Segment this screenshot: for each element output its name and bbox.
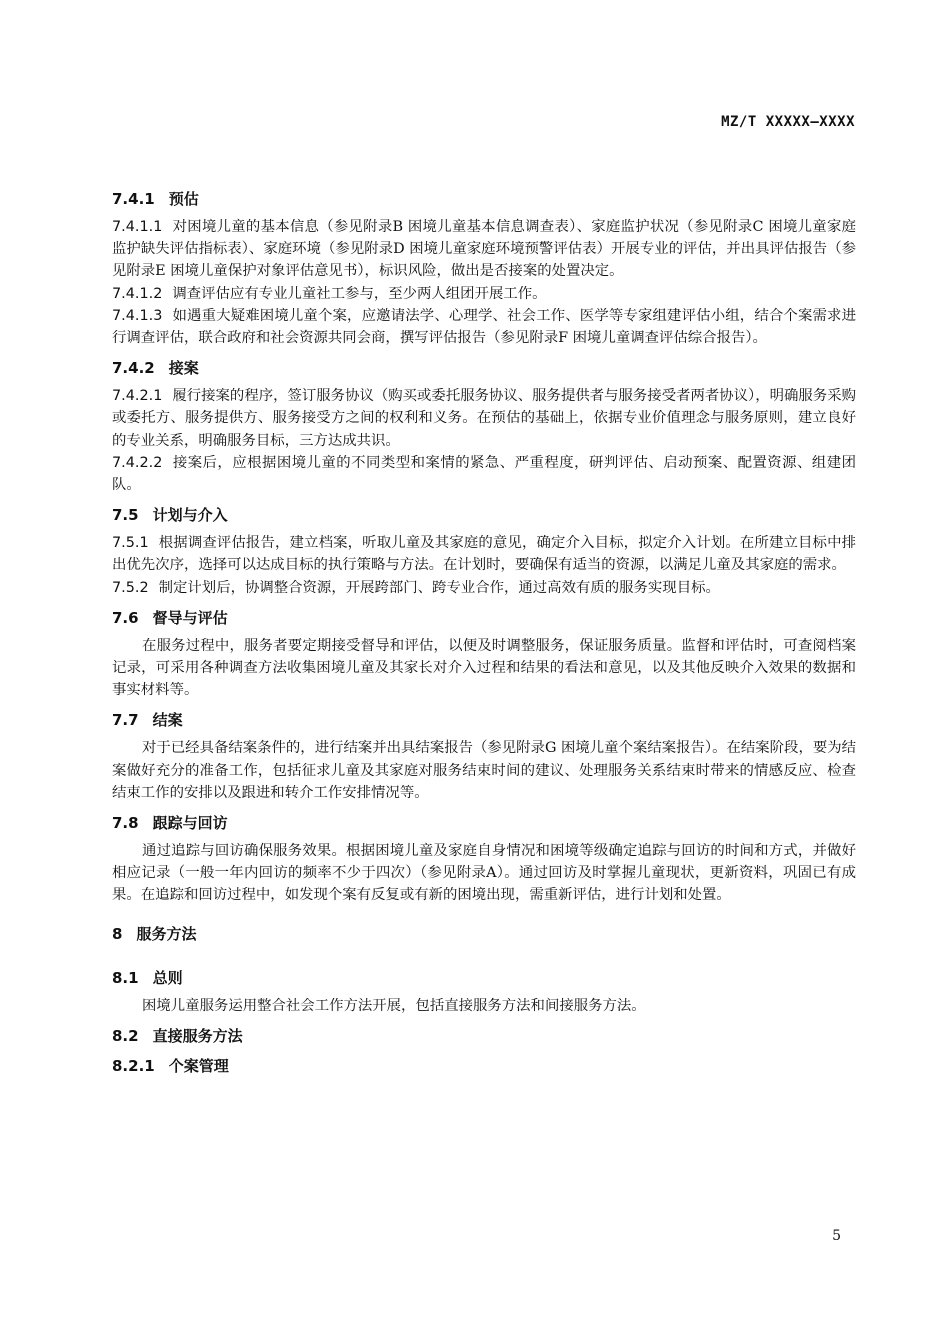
document-number: MZ/T XXXXX—XXXX: [721, 114, 855, 130]
heading-8: [112, 923, 856, 945]
clause-number: 7.4.2.1: [112, 388, 163, 405]
heading-7-7: [112, 709, 856, 731]
heading-7-6: [112, 607, 856, 629]
heading-number: 7.4.2: [112, 359, 155, 378]
page-number: 5: [832, 1228, 841, 1244]
clause-7-5-1: [112, 532, 856, 576]
heading-title: 服务方法: [136, 924, 197, 943]
heading-number: 8.2.1: [112, 1056, 155, 1075]
clause-text: 接案后，应根据困境儿童的不同类型和案情的紧急、严重程度，研判评估、启动预案、配置资源、组建团队。: [112, 454, 856, 494]
clause-text: 履行接案的程序，签订服务协议（购买或委托服务协议、服务提供者与服务接受者两者协议），明确服务采购或委托方、服务提供方、服务接受方之间的权利和义务。在预估的基础上，依据专业价值理念与服务原则，建立良好的专业关系，明确服务目标，三方达成共识。: [112, 388, 856, 449]
heading-7-5: [112, 504, 856, 526]
clause-7-4-1-3: [112, 305, 856, 349]
heading-number: 7.6: [112, 608, 139, 627]
clause-number: 7.4.2.2: [112, 454, 163, 471]
heading-7-8: [112, 812, 856, 834]
clause-number: 7.5.1: [112, 535, 149, 552]
heading-number: 7.5: [112, 506, 139, 525]
clause-number: 7.4.1.1: [112, 219, 163, 235]
heading-title: 总则: [152, 968, 183, 987]
clause-7-5-2: [112, 577, 856, 599]
heading-title: 计划与介入: [152, 506, 228, 525]
paragraph-7-7: 对于已经具备结案条件的，进行结案并出具结案报告（参见附录G 困境儿童个案结案报告）。在结案阶段，要为结案做好充分的准备工作，包括征求儿童及其家庭对服务结束时间的建议、处理服务关系结束时带来的情感反应、检查结束工作的安排以及跟进和转介工作安排情况等。: [112, 740, 857, 801]
heading-7-4-2: [112, 357, 856, 379]
clause-text: 制定计划后，协调整合资源，开展跨部门、跨专业合作，通过高效有质的服务实现目标。: [158, 579, 720, 596]
clause-text: 对困境儿童的基本信息（参见附录B 困境儿童基本信息调查表）、家庭监护状况（参见附录C 困境儿童家庭监护缺失评估指标表）、家庭环境（参见附录D 困境儿童家庭环境预警评估表）开展专业的评估，并出具评估报告（参见附录E 困境儿童保护对象评估意见书），标识风险，做出是否接案的处置决定。: [112, 219, 856, 280]
heading-title: 直接服务方法: [152, 1026, 243, 1045]
heading-number: 7.8: [112, 814, 139, 833]
clause-7-4-2-1: [112, 385, 856, 452]
heading-title: 跟踪与回访: [152, 814, 228, 833]
heading-number: 8.2: [112, 1026, 139, 1045]
heading-title: 督导与评估: [152, 608, 228, 627]
clause-text: 根据调查评估报告，建立档案，听取儿童及其家庭的意见，确定介入目标，拟定介入计划。在所建立目标中排出优先次序，选择可以达成目标的执行策略与方法。在计划时，要确保有适当的资源，以满足儿童及其家庭的需求。: [112, 535, 856, 574]
paragraph-7-6: 在服务过程中，服务者要定期接受督导和评估，以便及时调整服务，保证服务质量。监督和评估时，可查阅档案记录，可采用各种调查方法收集困境儿童及其家长对介入过程和结果的看法和意见，以及其他反映介入效果的数据和事实材料等。: [112, 637, 856, 699]
heading-8-1: [112, 967, 856, 989]
clause-number: 7.5.2: [112, 579, 149, 596]
heading-8-2-1: [112, 1055, 856, 1077]
paragraph-8-1: 困境儿童服务运用整合社会工作方法开展，包括直接服务方法和间接服务方法。: [142, 997, 646, 1014]
paragraph-7-8: 通过追踪与回访确保服务效果。根据困境儿童及家庭自身情况和困境等级确定追踪与回访的时间和方式，并做好相应记录（一般一年内回访的频率不少于四次）（参见附录A）。通过回访及时掌握儿童现状，更新资料，巩固已有成果。在追踪和回访过程中，如发现个案有反复或有新的困境出现，需重新评估，进行计划和处置。: [112, 843, 856, 904]
clause-number: 7.4.1.2: [112, 285, 163, 302]
heading-number: 7.7: [112, 711, 139, 730]
clause-7-4-1-2: [112, 283, 856, 305]
heading-number: 8: [112, 924, 123, 943]
page-content: [112, 188, 856, 1083]
heading-number: 7.4.1: [112, 190, 155, 208]
clause-number: 7.4.1.3: [112, 307, 163, 324]
heading-title: 预估: [168, 190, 199, 208]
heading-8-2: [112, 1025, 856, 1047]
heading-number: 8.1: [112, 968, 139, 987]
clause-text: 调查评估应有专业儿童社工参与，至少两人组团开展工作。: [172, 285, 547, 302]
heading-title: 结案: [152, 711, 183, 730]
clause-7-4-2-2: [112, 452, 856, 496]
clause-7-4-1-1: [112, 216, 856, 283]
heading-title: 个案管理: [168, 1056, 229, 1075]
heading-title: 接案: [168, 359, 199, 378]
heading-7-4-1: [112, 188, 856, 210]
clause-text: 如遇重大疑难困境儿童个案，应邀请法学、心理学、社会工作、医学等专家组建评估小组，结合个案需求进行调查评估，联合政府和社会资源共同会商，撰写评估报告（参见附录F 困境儿童调查评估综合报告）。: [112, 307, 856, 347]
